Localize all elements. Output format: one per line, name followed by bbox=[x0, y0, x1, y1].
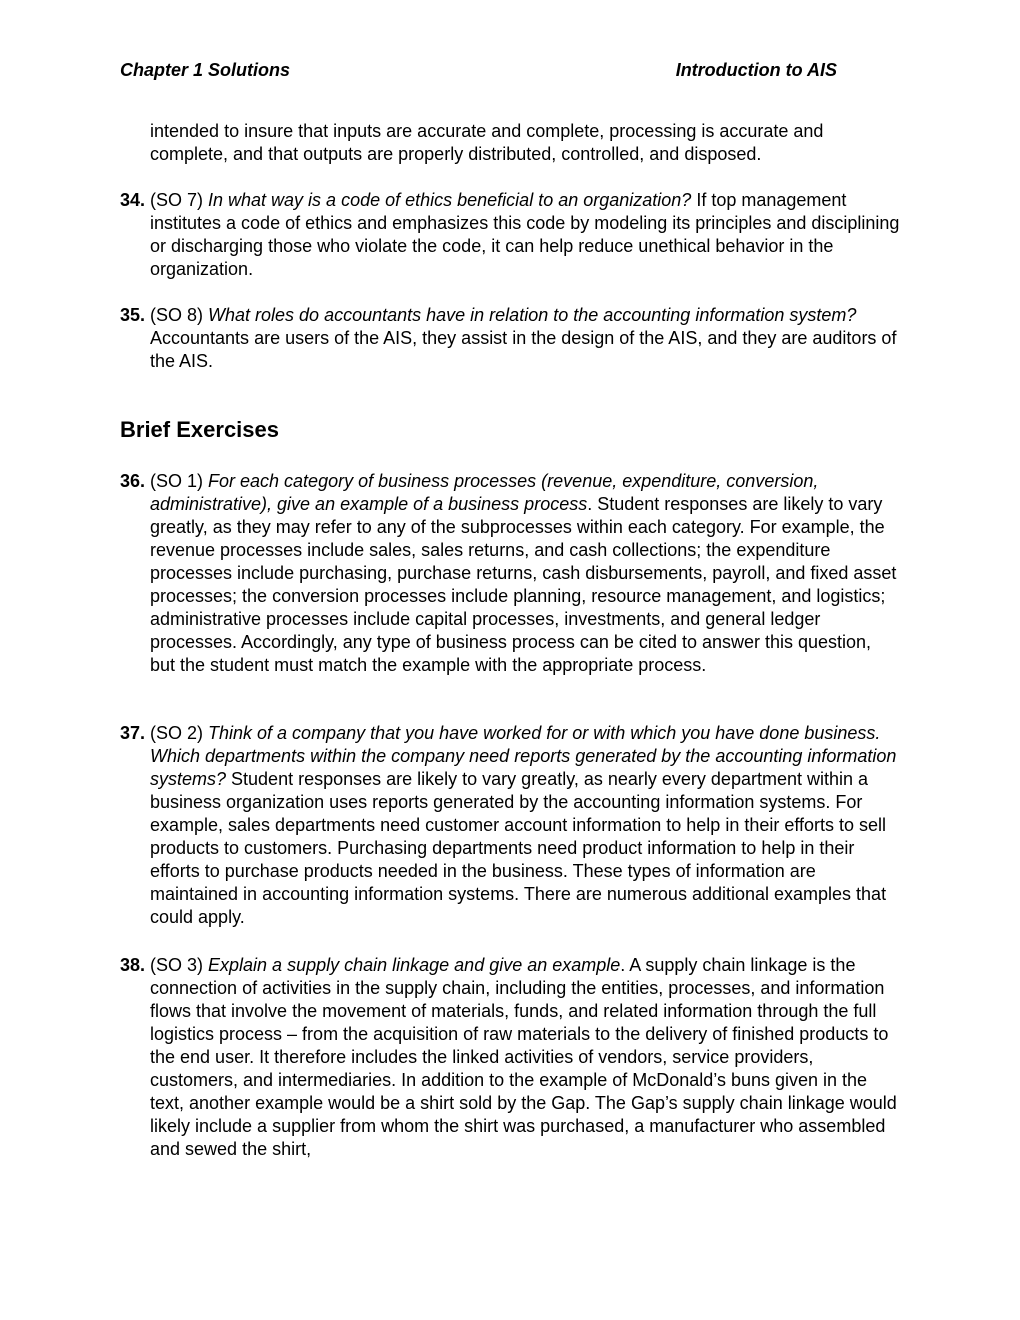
question-number: 34. bbox=[120, 190, 146, 210]
question-item-34 bbox=[120, 189, 900, 281]
study-objective: (SO 2) bbox=[150, 723, 209, 743]
question-text: In what way is a code of ethics beneficial to an organization? bbox=[208, 190, 692, 210]
question-item-36 bbox=[120, 470, 900, 677]
question-item-38 bbox=[120, 954, 900, 1161]
question-number: 35. bbox=[120, 305, 146, 325]
page-header bbox=[120, 60, 837, 84]
continuation-paragraph: intended to insure that inputs are accurate and complete, processing is accurate and complete, and that outputs are properly distributed, controlled, and disposed. bbox=[150, 121, 824, 164]
study-objective: (SO 7) bbox=[150, 190, 209, 210]
answer-text: If top management institutes a code of ethics and emphasizes this code by modeling its principles and disciplining or discharging those who violate the code, it can help reduce unethical behavior in the organization. bbox=[150, 190, 900, 279]
question-number: 38. bbox=[120, 955, 146, 975]
study-objective: (SO 8) bbox=[150, 305, 209, 325]
question-text: Think of a company that you have worked for or with which you have done business. Which departments within the company need reports generated by the accounting information systems? bbox=[150, 723, 897, 789]
study-objective: (SO 3) bbox=[150, 955, 209, 975]
question-text: For each category of business processes (revenue, expenditure, conversion, administrative), give an example of a business process bbox=[150, 471, 819, 514]
answer-text: Accountants are users of the AIS, they assist in the design of the AIS, and they are auditors of the AIS. bbox=[150, 328, 897, 371]
section-title: Introduction to AIS bbox=[675, 60, 837, 80]
question-text: Explain a supply chain linkage and give an example bbox=[208, 955, 621, 975]
answer-text: . Student responses are likely to vary greatly, as they may refer to any of the subprocesses within each category. For example, the revenue processes include sales, sales returns, and cash collections; the expenditure processes include purchasing, purchase returns, cash disbursements, payroll, and fixed asset processes; the conversion processes include planning, resource management, and logistics; administrative processes include capital processes, investments, and general ledger processes. Accordingly, any type of business process can be cited to answer this question, but the student must match the example with the appropriate process. bbox=[150, 494, 897, 675]
answer-text: . A supply chain linkage is the connection of activities in the supply chain, including the entities, processes, and information flows that involve the movement of materials, funds, and related information through the full logistics process – from the acquisition of raw materials to the delivery of finished products to the end user. It therefore includes the linked activities of vendors, service providers, customers, and intermediaries. In addition to the example of McDonald’s buns given in the text, another example would be a shirt sold by the Gap. The Gap’s supply chain linkage would likely include a supplier from whom the shirt was purchased, a manufacturer who assembled and sewed the shirt, bbox=[150, 955, 897, 1159]
question-item-37 bbox=[120, 722, 900, 929]
question-number: 36. bbox=[120, 471, 146, 491]
chapter-title: Chapter 1 Solutions bbox=[120, 60, 291, 80]
question-text: What roles do accountants have in relation to the accounting information system? bbox=[208, 305, 857, 325]
question-item-35 bbox=[120, 304, 900, 373]
answer-text: Student responses are likely to vary greatly, as nearly every department within a business organization uses reports generated by the accounting information systems. For example, sales departments need customer account information to help in their efforts to sell products to customers. Purchasing departments need product information to help in their efforts to purchase products needed in the business. These types of information are maintained in accounting information systems. There are numerous additional examples that could apply. bbox=[150, 769, 887, 927]
question-number: 37. bbox=[120, 723, 146, 743]
section-heading: Brief Exercises bbox=[120, 417, 279, 442]
study-objective: (SO 1) bbox=[150, 471, 209, 491]
